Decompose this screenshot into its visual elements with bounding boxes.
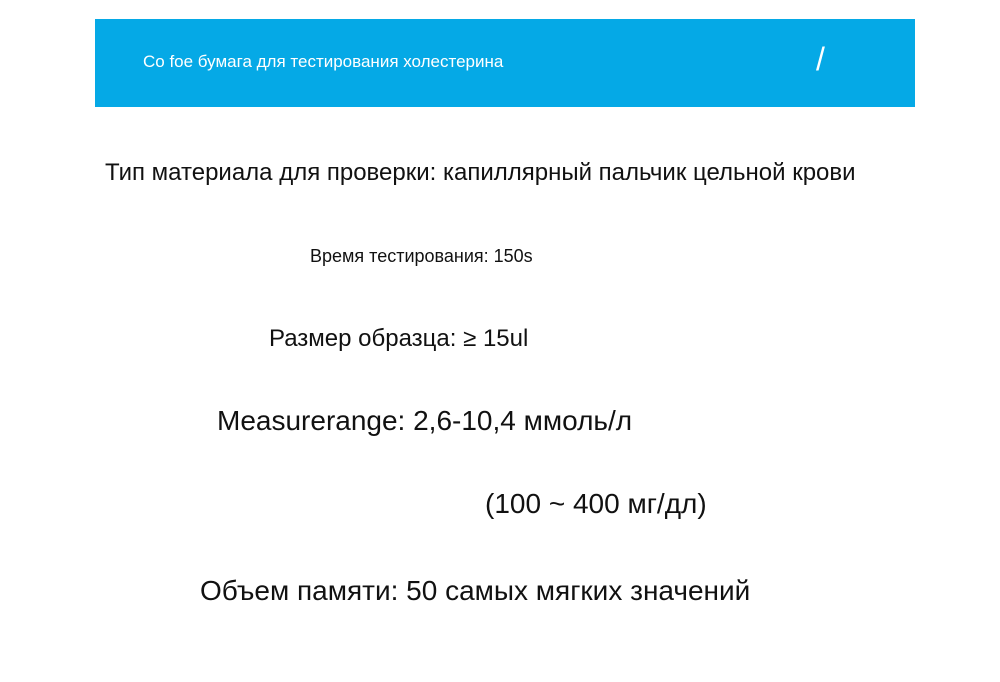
sample-size-text: Размер образца: ≥ 15ul [269, 325, 529, 352]
banner-title: Co foe бумага для тестирования холестерина [143, 52, 504, 71]
memory-capacity-text: Объем памяти: 50 самых мягких значений [200, 575, 751, 606]
test-time-text: Время тестирования: 150s [310, 246, 533, 266]
banner-slash-mark: / [816, 41, 825, 77]
measure-range-mg-text: (100 ~ 400 мг/дл) [485, 488, 707, 519]
measure-range-text: Measurerange: 2,6-10,4 ммоль/л [217, 405, 633, 436]
material-type-text: Тип материала для проверки: капиллярный пальчик цельной крови [105, 159, 856, 186]
header-banner [95, 19, 915, 107]
